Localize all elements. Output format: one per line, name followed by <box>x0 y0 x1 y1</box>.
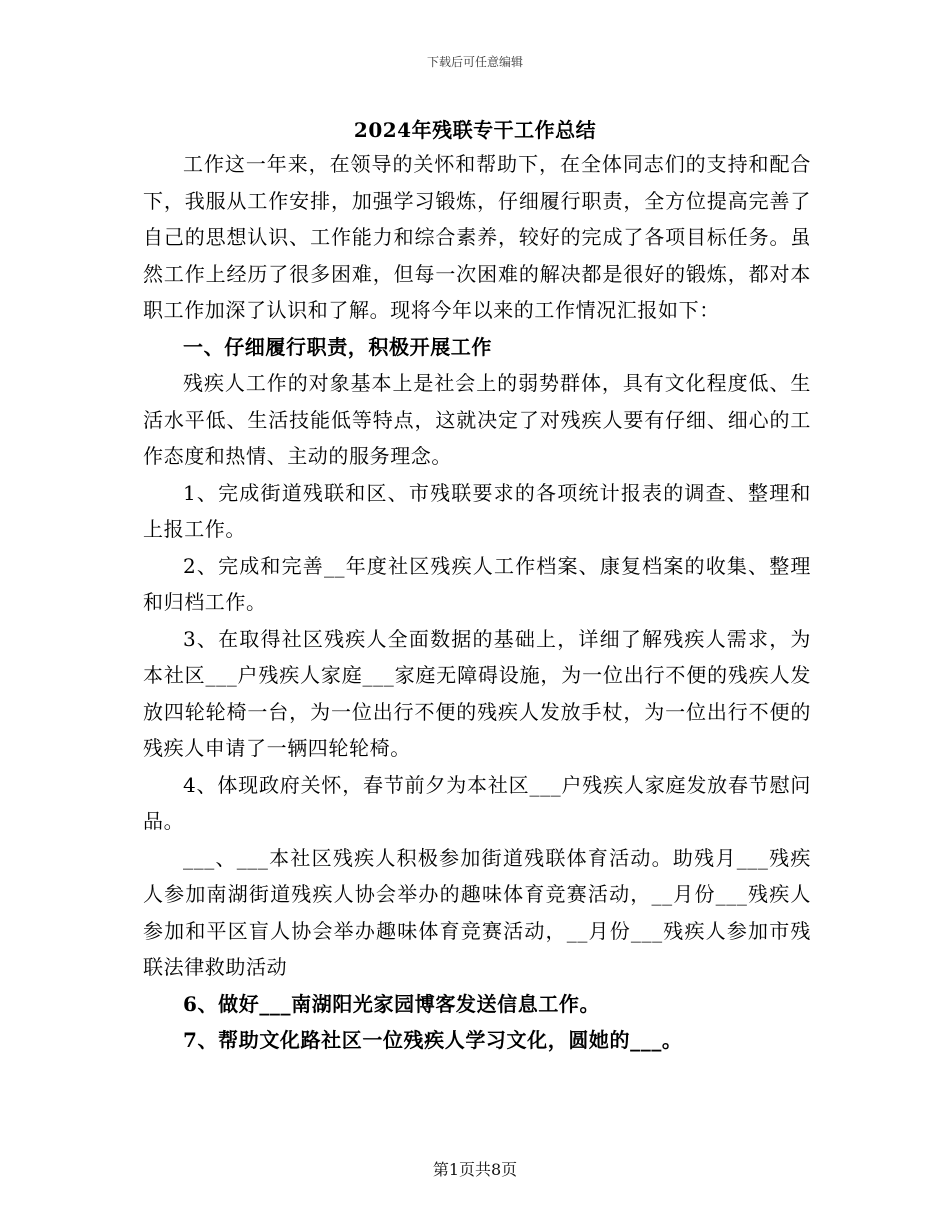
page-number-footer: 第1页共8页 <box>432 1160 518 1179</box>
paragraph-intro: 工作这一年来，在领导的关怀和帮助下，在全体同志们的支持和配合下，我服从工作安排，加强学习锻炼，仔细履行职责，全方位提高完善了自己的思想认识、工作能力和综合素养，较好的完成了各项目标任务。虽然工作上经历了很多困难，但每一次困难的解决都是很好的锻炼，都对本职工作加深了认识和了解。现将今年以来的工作情况汇报如下： <box>143 152 811 322</box>
document-body <box>143 146 811 1059</box>
section-heading-1: 一、仔细履行职责，积极开展工作 <box>183 334 492 359</box>
list-item-1: 1、完成街道残联和区、市残联要求的各项统计报表的调查、整理和上报工作。 <box>143 480 811 541</box>
list-item-4: 4、体现政府关怀，春节前夕为本社区___户残疾人家庭发放春节慰问品。 <box>143 772 811 833</box>
list-item-7: 7、帮助文化路社区一位残疾人学习文化，圆她的___。 <box>183 1028 683 1052</box>
list-item-2: 2、完成和完善__年度社区残疾人工作档案、康复档案的收集、整理和归档工作。 <box>143 553 811 614</box>
paragraph-target-group: 残疾人工作的对象基本上是社会上的弱势群体，具有文化程度低、生活水平低、生活技能低等特点，这就决定了对残疾人要有仔细、细心的工作态度和热情、主动的服务理念。 <box>143 371 811 468</box>
header-note: 下载后可任意编辑 <box>426 55 523 69</box>
list-item-6: 6、做好___南湖阳光家园博客发送信息工作。 <box>183 991 601 1016</box>
list-item-5: ___、___本社区残疾人积极参加街道残联体育活动。助残月___残疾人参加南湖街道残疾人协会举办的趣味体育竞赛活动，__月份___残疾人参加和平区盲人协会举办趣味体育竞赛活动，__月份___残疾人参加市残联法律救助活动 <box>143 845 811 979</box>
list-item-3: 3、在取得社区残疾人全面数据的基础上，详细了解残疾人需求，为本社区___户残疾人家庭___家庭无障碍设施，为一位出行不便的残疾人发放四轮轮椅一台，为一位出行不便的残疾人发放手杖，为一位出行不便的残疾人申请了一辆四轮轮椅。 <box>143 626 811 760</box>
document-title: 2024年残联专干工作总结 <box>353 118 597 142</box>
